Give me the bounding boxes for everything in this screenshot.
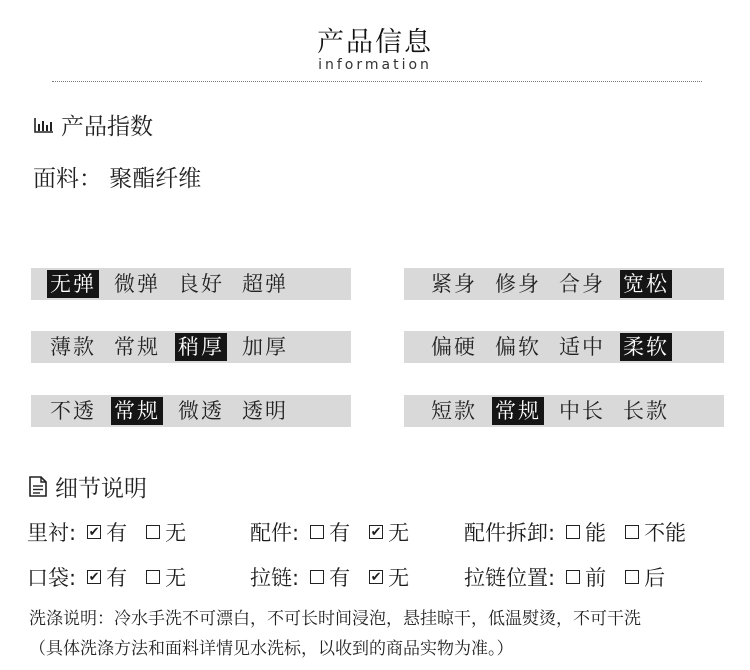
scale-option: 薄款: [50, 335, 96, 359]
checkbox-label: 有: [106, 566, 128, 590]
checkbox-label: 无: [165, 521, 187, 545]
detail-lining: [27, 517, 186, 547]
scale-option: 超弹: [242, 272, 288, 296]
checkbox-unchecked: [566, 525, 580, 539]
checkbox-checked: ✔: [88, 524, 100, 540]
scale-bar: [31, 331, 351, 363]
scale-bar: [404, 331, 724, 363]
detail-detachable: [464, 517, 686, 547]
checkbox-label: 无: [165, 566, 187, 590]
scale-option-selected: 常规: [111, 397, 163, 425]
detail-label: 里衬:: [27, 521, 77, 545]
checkbox-label: 前: [585, 566, 607, 590]
scale-option: 偏软: [495, 335, 541, 359]
detail-accessory: [250, 517, 409, 547]
detail-label: 口袋:: [27, 566, 77, 590]
checkbox-checked: ✔: [370, 524, 382, 540]
checkbox-checked: ✔: [370, 569, 382, 585]
checkbox-unchecked: [310, 570, 324, 584]
scale-bar: [31, 395, 351, 427]
fabric-info: 面料： 聚酯纤维: [33, 166, 202, 192]
scale-option: 偏硬: [431, 335, 477, 359]
scale-option-selected: 宽松: [620, 270, 672, 298]
bar-chart-icon: [33, 114, 55, 136]
scale-bar: [404, 268, 724, 300]
scale-option: 常规: [114, 335, 160, 359]
checkbox-label: 无: [388, 521, 410, 545]
detail-zipper-position: [464, 562, 665, 592]
detail-label: 配件拆卸:: [464, 521, 556, 545]
detail-zipper: [250, 562, 409, 592]
page-title: 产品信息: [317, 27, 433, 58]
detail-section-title: 细节说明: [55, 476, 147, 502]
detail-label: 配件:: [250, 521, 300, 545]
scale-option: 加厚: [242, 335, 288, 359]
scale-option: 紧身: [431, 272, 477, 296]
detail-label: 拉链位置:: [464, 566, 556, 590]
scale-option: 合身: [559, 272, 605, 296]
scale-option: 适中: [559, 335, 605, 359]
checkbox-label: 无: [388, 566, 410, 590]
scale-option: 不透: [50, 399, 96, 423]
checkbox-unchecked: [566, 570, 580, 584]
document-icon: [27, 476, 49, 498]
dotted-divider: [52, 81, 702, 82]
checkbox-label: 有: [329, 566, 351, 590]
detail-section-header: [27, 470, 147, 503]
checkbox-unchecked: [146, 525, 160, 539]
checkbox-unchecked: [625, 570, 639, 584]
scale-option-selected: 柔软: [620, 333, 672, 361]
detail-label: 拉链:: [250, 566, 300, 590]
scale-bar: [404, 395, 724, 427]
scale-option-selected: 常规: [492, 397, 544, 425]
checkbox-unchecked: [146, 570, 160, 584]
scale-option: 微透: [178, 399, 224, 423]
checkbox-label: 有: [106, 521, 128, 545]
scale-option: 中长: [559, 399, 605, 423]
scale-option: 良好: [178, 272, 224, 296]
care-instructions-line1: 洗涤说明：冷水手洗不可漂白，不可长时间浸泡，悬挂晾干，低温熨烫，不可干洗: [29, 609, 641, 629]
scale-option: 微弹: [114, 272, 160, 296]
care-instructions-line2: （具体洗涤方法和面料详情见水洗标，以收到的商品实物为准。）: [29, 639, 514, 659]
scale-option-selected: 稍厚: [175, 333, 227, 361]
scale-option-selected: 无弹: [47, 270, 99, 298]
checkbox-label: 后: [644, 566, 666, 590]
scale-option: 短款: [431, 399, 477, 423]
checkbox-label: 有: [329, 521, 351, 545]
scale-option: 长款: [623, 399, 669, 423]
index-section-title: 产品指数: [61, 114, 153, 140]
checkbox-unchecked: [310, 525, 324, 539]
page-subtitle: information: [318, 57, 432, 73]
scale-bar: [31, 268, 351, 300]
index-section-header: [33, 108, 153, 141]
checkbox-unchecked: [625, 525, 639, 539]
detail-pocket: [27, 562, 186, 592]
scale-option: 透明: [242, 399, 288, 423]
checkbox-checked: ✔: [88, 569, 100, 585]
checkbox-label: 不能: [644, 521, 687, 545]
checkbox-label: 能: [585, 521, 607, 545]
scale-option: 修身: [495, 272, 541, 296]
